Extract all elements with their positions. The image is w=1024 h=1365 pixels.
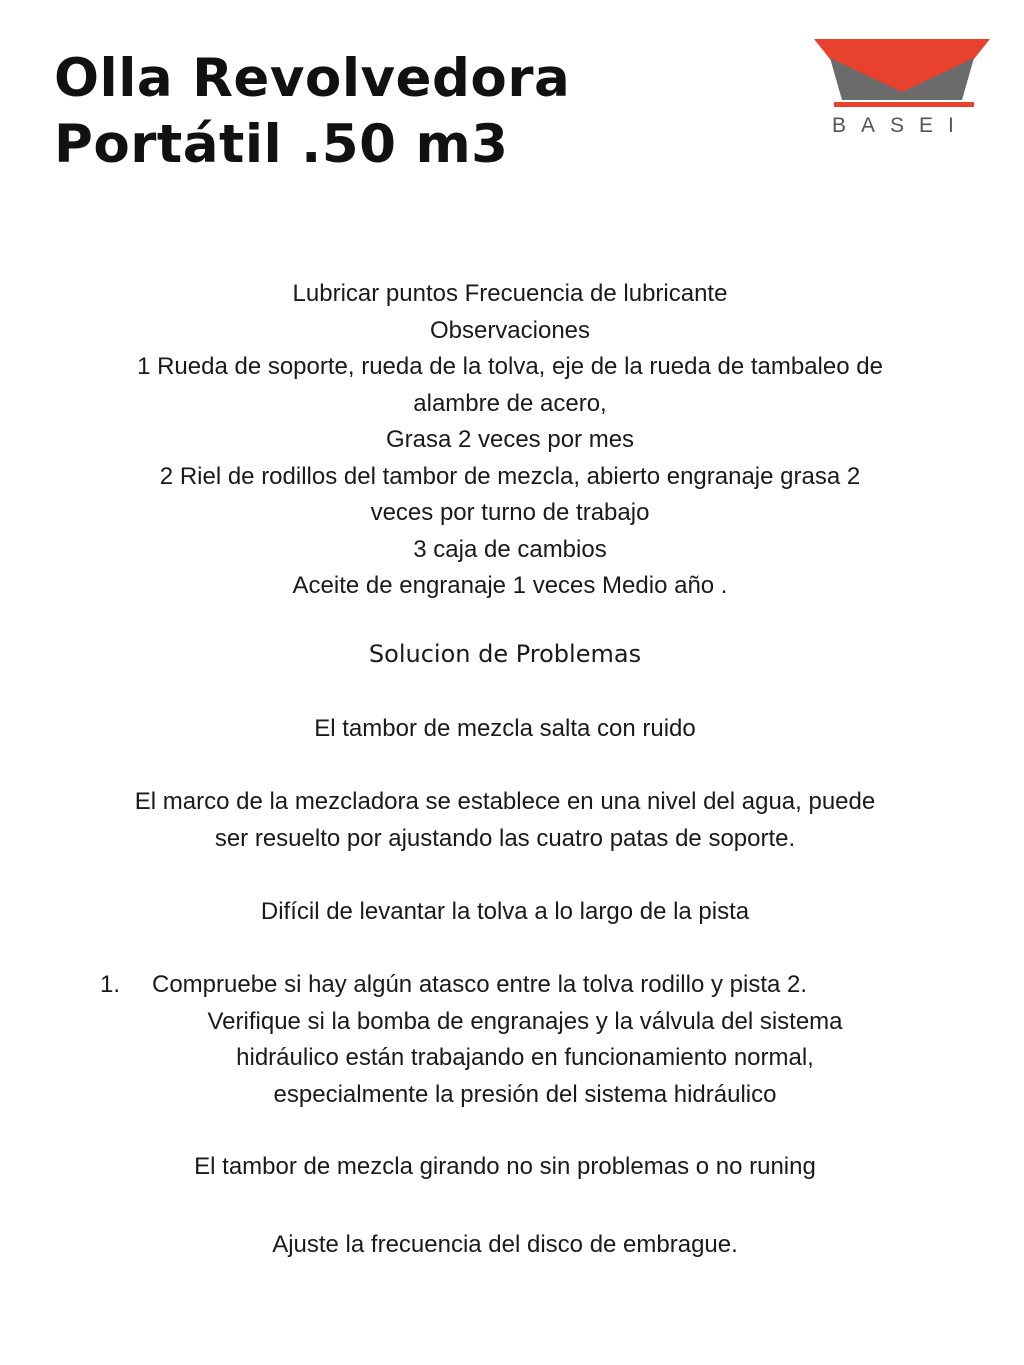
list-line-4: especialmente la presión del sistema hidráulico xyxy=(273,1080,777,1108)
page-title-line-1: Olla Revolvedora xyxy=(54,48,571,109)
solution-level-frame-line-1: El marco de la mezcladora se establece en una nivel del agua, puede xyxy=(134,788,876,815)
problem-hopper-lift: Difícil de levantar la tolva a lo largo de la pista xyxy=(260,898,750,925)
lubrication-line: 3 caja de cambios xyxy=(413,535,607,563)
lubrication-line: Lubricar puntos Frecuencia de lubricante xyxy=(292,280,728,307)
solution-clutch: Ajuste la frecuencia del disco de embrague. xyxy=(272,1231,738,1258)
lubrication-line: Observaciones xyxy=(429,316,591,344)
logo-red-bar xyxy=(834,102,974,107)
solution-level-frame-line-2: ser resuelto por ajustando las cuatro patas de soporte. xyxy=(214,824,796,852)
logo-wordmark: BASEI xyxy=(832,114,969,137)
lubrication-line: Aceite de engranaje 1 veces Medio año . xyxy=(292,572,728,599)
list-line-2: Verifique si la bomba de engranajes y la válvula del sistema xyxy=(207,1007,843,1035)
list-item xyxy=(100,967,930,1004)
page-title-line-2: Portátil .50 m3 xyxy=(54,114,509,175)
page-title xyxy=(54,46,570,178)
lubrication-line: veces por turno de trabajo xyxy=(370,499,650,526)
list-line-1: Compruebe si hay algún atasco entre la tolva rodillo y pista 2. xyxy=(152,971,808,998)
numbered-list xyxy=(100,967,930,1113)
lubrication-line: Grasa 2 veces por mes xyxy=(385,426,635,453)
list-line-3: hidráulico están trabajando en funcionamiento normal, xyxy=(236,1044,814,1071)
solution-level-frame xyxy=(60,784,950,857)
problem-drum-noise: El tambor de mezcla salta con ruido xyxy=(314,715,696,742)
problem-drum-rotation: El tambor de mezcla girando no sin problemas o no runing xyxy=(194,1153,816,1180)
lubrication-line: 1 Rueda de soporte, rueda de la tolva, eje de la rueda de tambaleo de xyxy=(137,353,883,380)
lubrication-section xyxy=(60,276,960,605)
lubrication-line: alambre de acero, xyxy=(413,389,607,417)
lubrication-line: 2 Riel de rodillos del tambor de mezcla, abierto engranaje grasa 2 xyxy=(159,462,861,490)
list-number: 1. xyxy=(100,971,121,998)
troubleshooting-heading: Solucion de Problemas xyxy=(368,640,642,668)
